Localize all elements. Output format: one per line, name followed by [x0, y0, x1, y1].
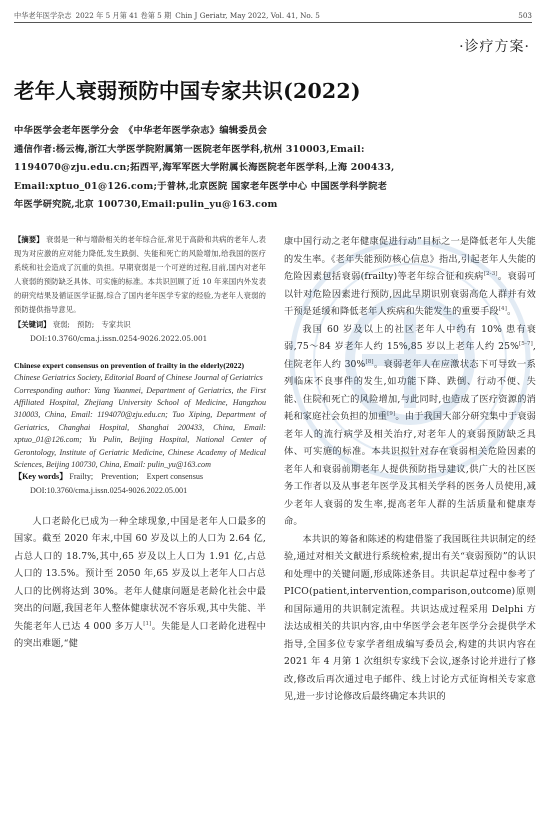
issue-cn: 2022 年 5 月第 41 卷第 5 期 [75, 11, 172, 20]
keywords-text: 衰弱; 预防; 专家共识 [52, 319, 131, 329]
paragraph-text: 我国 60 岁及以上的社区老年人中约有 10% 患有衰弱,75～84 岁老年人约 15%,85 岁以上老年人约 25% [284, 323, 536, 352]
paragraph-text: 。衰弱可以针对危险因素进行预防,因此早期识别衰弱高危人群并有效干预是延缓和降低老年人疾病和失能发生的重要手段 [284, 271, 536, 317]
citation: [9] [387, 410, 396, 417]
paragraph-text: 。失能是人口老龄化进程中的突出难题,“健 [14, 620, 266, 650]
paragraph-text: ,住院老年人约 30% [284, 341, 536, 370]
body-text-right [284, 233, 536, 706]
english-keywords-text: Frailty; Prevention; Expert consensus [69, 472, 204, 482]
english-keywords [14, 471, 266, 483]
running-head [14, 9, 532, 23]
paragraph-text: 康中国行动之老年健康促进行动”目标之一是降低老年人失能的发生率。《老年失能预防核心信息》指出,引起老年人失能的危险因素包括衰弱(frailty)等老年综合征和疾病 [284, 236, 536, 282]
author-line: 1194070@zju.edu.cn;拓西平,海军军医大学附属长海医院老年医学科,上海 200433, [14, 162, 395, 174]
paragraph [284, 531, 536, 706]
paragraph-text: 。 [507, 306, 517, 317]
paragraph [14, 513, 266, 653]
body-text-left [14, 513, 266, 653]
doi-cn: DOI:10.3760/cma.j.issn.0254-9026.2022.05.001 [30, 333, 208, 343]
citation: [2-3] [483, 270, 498, 277]
chinese-keywords [14, 318, 266, 332]
article-title: 老年人衰弱预防中国专家共识(2022) [14, 79, 361, 103]
author-line: 通信作者:杨云梅,浙江大学医学院附属第一医院老年医学科,杭州 310003,Email: [14, 143, 365, 155]
author-line: Email:xptuo_01@126.com;于普林,北京医院 国家老年医学中心 中国医学科学院老 [14, 180, 388, 192]
left-column [14, 233, 266, 653]
paragraph-text: 。衰弱老年人在应激状态下可导致一系列临床不良事件的发生,如功能下降、跌倒、行动不便、失能、住院和死亡的风险增加,与此同时,也造成了医疗资源的消耗和家庭社会负担的加重 [284, 358, 536, 422]
abstract-label: 【摘要】 [14, 235, 44, 244]
paragraph-text: 本共识的筹备和陈述的构建借鉴了我国既往共识制定的经验,通过对相关文献进行系统检索,提出有关“衰弱预防”的认识和处理中的关键问题,形成陈述条目。共识起草过程中参考了 PICO(patient,intervention,comparison,outcome)原则和国际通用的共识制定流程。共识达成过程采用 Delphi 方法达成相关的共识内容,由中华医学会老年医学分会提供学术指导,全国多位专家学者组成编写委员会,构建的共识内容在 2021 年 4 月第 1 次组织专家线下会议,逐条讨论并进行了修改,修改后再次通过电子邮件、线上讨论方式征询相关专家意见,进一步讨论修改后最终确定本共识的 [284, 533, 536, 702]
citation-en: Chin J Geriatr, May 2022, Vol. 41, No. 5 [175, 11, 320, 20]
abstract-text: 衰弱是一种与增龄相关的老年综合征,常见于高龄和共病的老年人,表现为对应激的应对能力降低,发生跌倒、失能和死亡的风险增加,给我国的医疗系统和社会造成了沉重的负担。早期衰弱是一个可逆的过程,目前,国内对老年人衰弱的预防缺乏具体、可实施的标准。本共识回顾了近 10 年来国内外发表的研究结果及循证医学证据,综合了国内老年医学专家的经验,为老年人衰弱的预防提供指导意见。 [14, 235, 266, 315]
paragraph [284, 233, 536, 321]
citation: [1] [143, 620, 152, 627]
author-block [14, 122, 484, 215]
english-title: Chinese expert consensus on prevention of frailty in the elderly(2022) [14, 360, 245, 370]
paragraph [284, 321, 536, 531]
citation: [4] [498, 305, 508, 312]
paragraph-text: 。由于我国大部分研究集中于衰弱老年人的流行病学及相关治疗,对老年人的衰弱预防缺乏具体、可实施的标准。本共识拟针对存在衰弱相关危险因素的老年人和衰弱前期老年人提供预防指导建议,供广大的社区医务工作者以及从事老年医学及其相关学科的医务人员使用,减少老年人衰弱的发生率,提高老年人群的生活质量和健康寿命。 [284, 411, 536, 527]
author-line: 年医学研究院,北京 100730,Email:pulin_yu@163.com [14, 199, 278, 211]
right-column [284, 233, 536, 706]
running-head-left [14, 9, 320, 22]
doi-en: DOI:10.3760/cma.j.issn.0254-9026.2022.05.001 [30, 485, 188, 495]
page-number: 503 [518, 11, 532, 20]
english-keywords-label: 【Key words】 [14, 472, 68, 482]
citation: [5-7] [519, 340, 533, 347]
citation: [8] [365, 358, 374, 365]
author-line: 中华医学会老年医学分会 《中华老年医学杂志》编辑委员会 [14, 125, 268, 136]
chinese-abstract [14, 233, 266, 318]
paragraph-text: 人口老龄化已成为一种全球现象,中国是老年人口最多的国家。截至 2020 年末,中国 60 岁及以上的人口为 2.64 亿,占总人口的 18.7%,其中,65 岁及以上人口为 1.91 亿,占总人口的 13.5%。预计至 2050 年,65 岁及以上老年人口占总人口的比例将达到 30%。老年人健康问题是老龄化社会中最突出的问题,我国老年人整体健康状况不容乐观,其中失能、半失能老年人已达 4 000 多万人 [14, 515, 266, 632]
journal-name: 中华老年医学杂志 [14, 11, 72, 20]
keywords-label: 【关键词】 [14, 319, 51, 329]
english-affiliations: Chinese Geriatrics Society, Editorial Board of Chinese Journal of Geriatrics Corresponding author: Yang Yuanmei, Department of Geriatrics, the First Affiliated Hospital, Zhejiang University School of Medicine, Hangzhou 310003, China, Email: 1194070@zju.edu.cn; Tuo Xiping, Department of Geriatrics, Changhai Hospital, Shanghai 200433, China, Email: xptuo_01@126.com; Yu Pulin, Beijing Hospital, National Center of Gerontology, Institute of Geriatric Medicine, Chinese Academy of Medical Sciences, Beijing 100730, China, Email: pulin_yu@163.com [14, 373, 266, 469]
section-tag: ·诊疗方案· [459, 39, 530, 55]
